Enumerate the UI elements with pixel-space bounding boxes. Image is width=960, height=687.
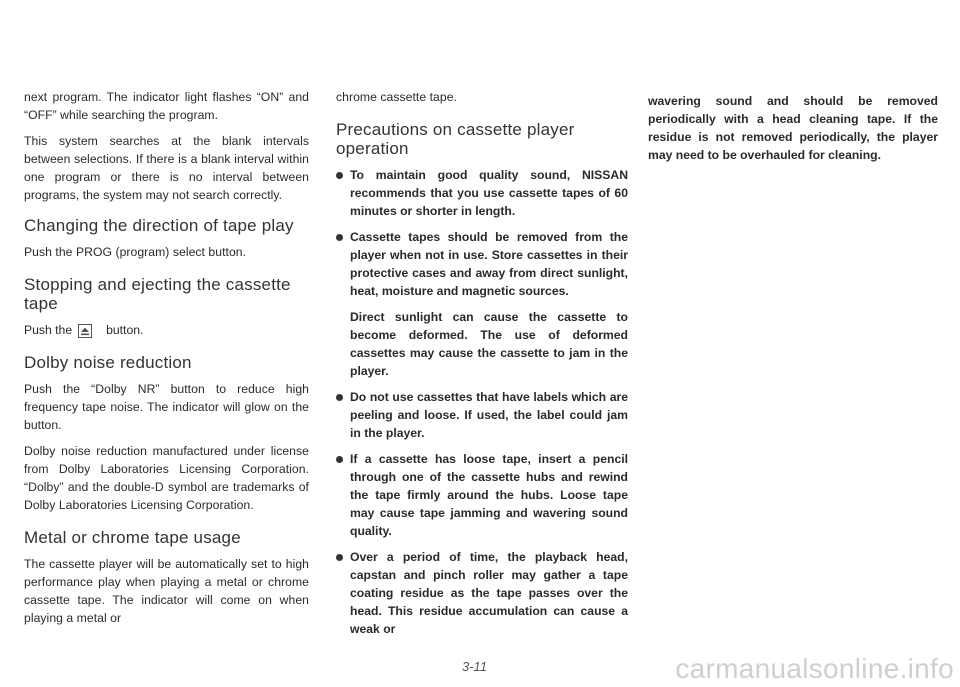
middle-column [336,88,628,646]
bullet-icon [336,234,343,241]
sunlight-paragraph: Direct sunlight can cause the cassette to become deformed. The use of deformed cassettes may cause the cassette to jam in the player. [350,310,628,378]
search-note-paragraph: This system searches at the blank intervals between selections. If there is a blank interval within one program or there is no interval between programs, the system may not search correctly. [24,134,309,202]
list-item: If a cassette has loose tape, insert a pencil through one of the cassette hubs and rewind the tape firmly around the hubs. Loose tape may cause tape jamming and wavering sound quality. [336,450,628,540]
intro-paragraph: next program. The indicator light flashes “ON” and “OFF” while searching the program. [24,90,309,122]
heading-precautions: Precautions on cassette player operation [336,120,575,158]
list-item: To maintain good quality sound, NISSAN recommends that you use cassette tapes of 60 minutes or shorter in length. [336,166,628,220]
bullet-icon [336,394,343,401]
page-number: 3-11 [462,659,488,674]
watermark: carmanualsonline.info [675,653,954,684]
heading-direction: Changing the direction of tape play [24,216,294,235]
dolby-license-paragraph: Dolby noise reduction manufactured under license from Dolby Laboratories Licensing Corporation. “Dolby” and the double-D symbol are trademarks of Dolby Laboratories Licensing Corporation. [24,444,309,512]
heading-metal: Metal or chrome tape usage [24,528,241,547]
metal-paragraph: The cassette player will be automatically set to high performance play when playing a metal or chrome cassette tape. The indicator will come on when playing a metal or [24,557,309,625]
eject-instruction [24,321,309,339]
bullet-icon [336,554,343,561]
bullet-icon [336,456,343,463]
list-item: Over a period of time, the playback head, capstan and pinch roller may gather a tape coating residue as the tape passes over the head. This residue accumulation can cause a weak or [336,548,628,638]
direction-paragraph: Push the PROG (program) select button. [24,245,247,259]
dolby-paragraph: Push the “Dolby NR” button to reduce high frequency tape noise. The indicator will glow on the button. [24,382,309,432]
push-the-text: Push the [24,323,73,337]
eject-icon [78,324,92,338]
middle-continuation: chrome cassette tape. [336,90,457,104]
heading-dolby: Dolby noise reduction [24,353,192,372]
right-column [648,92,938,164]
precautions-list [336,166,628,638]
button-word-text: button. [106,323,144,337]
heading-stopping: Stopping and ejecting the cassette tape [24,275,291,313]
bullet-icon [336,172,343,179]
list-item: Do not use cassettes that have labels which are peeling and loose. If used, the label could jam in the player. [336,388,628,442]
left-column [24,88,309,635]
list-item: Cassette tapes should be removed from the player when not in use. Store cassettes in their protective cases and away from direct sunlight, heat, moisture and magnetic sources. Direct sunlight can cause the cassette to become deformed. The use of deformed cassettes may cause the cassette to jam in the player. [336,228,628,380]
right-continuation: wavering sound and should be removed periodically with a head cleaning tape. If the residue is not removed periodically, the player may need to be overhauled for cleaning. [648,94,938,162]
